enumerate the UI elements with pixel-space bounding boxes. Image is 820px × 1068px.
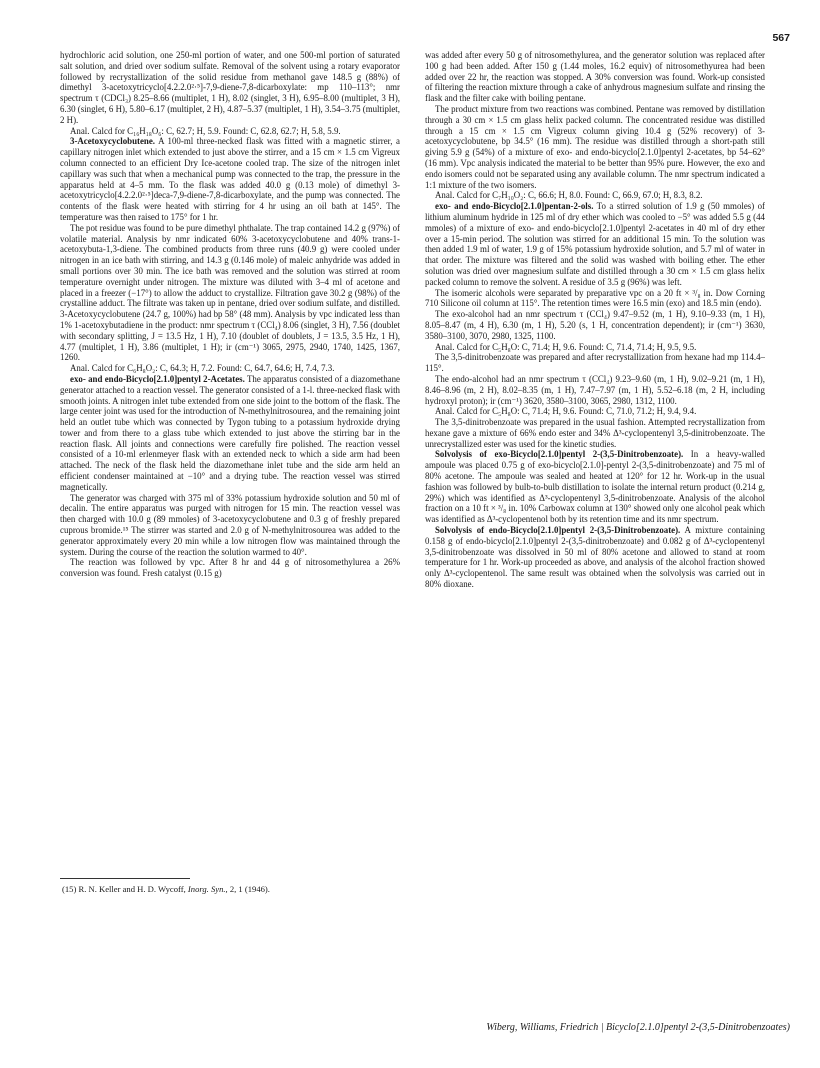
paragraph-text: A mixture containing 0.158 g of endo-bicyclo[2.1.0]pentyl 2-(3,5-dinitrobenzoate) and 0.082 g of Δ³-cyclopentenyl 3,5-dinitrobenzoate was dissolved in 50 ml of 80% acetone and allowed to stand at room temperature for 1 hr. Work-up proceeded as above, and analysis of the alcohol fraction showed only Δ³-cyclopentenol. The same result was obtained when the solvolysis was carried out in 80% dioxane. xyxy=(425,525,765,590)
paragraph-text: The pot residue was found to be pure dimethyl phthalate. The trap contained 14.2 g (97%) of volatile material. Analysis by nmr indicated 60% 3-acetoxycyclobutene and 40% trans-1-acetoxybuta-1,3-diene. The combined products from three runs (40.9 g) were cooled under nitrogen in an ice bath with stirring, and 14.3 g (0.146 mole) of maleic anhydride was added in small portions over 30 min. The ice bath was removed and the solution was stirred at room temperature overnight under nitrogen. The mixture was diluted with 3–4 ml of acetone and placed in a freezer (−17°) to allow the adduct to crystallize. Filtration gave 30.2 g (98%) of the crystalline adduct. The filtrate was taken up in pentane, dried over sodium sulfate, and distilled. 3-Acetoxycyclobutene (24.7 g, 100%) had bp 58° (48 mm). Analysis by vpc indicated less than 1% 1-acetoxybutadiene in the product: nmr spectrum τ (CCl₄) 8.06 (singlet, 3 H), 7.56 (doublet with secondary splitting, J = 13.5 Hz, 1 H), 7.10 (doublet of doublets, J = 13.5, 3.5 Hz, 1 H), 4.77 (multiplet, 1 H), 3.86 (multiplet, 1 H); ir (cm⁻¹) 3065, 2975, 2940, 1740, 1425, 1367, 1260. xyxy=(60,222,400,363)
section-heading: Solvolysis of endo-Bicyclo[2.1.0]pentyl 2-(3,5-Dinitrobenzoate). xyxy=(435,525,681,536)
paragraph-text: To a stirred solution of 1.9 g (50 mmoles) of lithium aluminum hydride in 125 ml of dry ether which was cooled to −5° was added 5.5 g (44 mmoles) of a mixture of exo- and endo-bicyclo[2.1.0]pentyl 2-acetates in 40 ml of dry ether over a 15-min period. The solution was stirred for an additional 15 min. To the solution was then added 1.9 ml of water, 1.9 g of 15% potassium hydroxide solution, and 5.7 ml of water in that order. The mixture was filtered and the solid was washed with boiling ether. The ether solution was dried over magnesium sulfate and distilled through a 30 cm × 1.5 cm glass helix packed column to remove the solvent. A residue of 3.5 g (96%) was left. xyxy=(425,201,765,287)
paragraph-text: The 3,5-dinitrobenzoate was prepared in the usual fashion. Attempted recrystallization from hexane gave a mixture of 66% endo ester and 34% Δ³-cyclopentenyl 3,5-dinitrobenzoate. The unrecrystallized ester was used for the kinetic studies. xyxy=(425,417,765,449)
paragraph-text: The product mixture from two reactions was combined. Pentane was removed by distillation through a 30 cm × 1.5 cm glass helix packed column. The concentrated residue was distilled through a 15 cm × 1.5 cm Vigreux column giving 10.4 g (52% recovery) of 3-acetoxycyclobutene, bp 34.5° (16 mm). The residue was distilled through a short-path still giving 5.9 g (54%) of a mixture of exo- and endo-bicyclo[2.1.0]pentyl 2-acetates, bp 54–62° (16 mm). Vpc analysis indicated the material to be better than 95% pure. However, the exo and endo isomers could not be separated using any available column. The nmr spectrum indicated a 1:1 mixture of the two isomers. xyxy=(425,103,765,190)
paragraph xyxy=(60,493,400,558)
paragraph xyxy=(425,449,765,525)
section-heading: Solvolysis of exo-Bicyclo[2.1.0]pentyl 2-(3,5-Dinitrobenzoate). xyxy=(435,449,684,460)
footnote-divider xyxy=(60,878,190,879)
paragraph-text: A 100-ml three-necked flask was fitted with a magnetic stirrer, a capillary nitrogen inlet which extended to just above the stirrer, and a 15 cm × 1.5 cm Vigreux column connected to an efficient Dry Ice-acetone cooled trap. The size of the nitrogen inlet capillary was such that when a mechanical pump was connected to the trap, the pressure in the apparatus held at 4–5 mm. To the flask was added 40.0 g (0.13 mole) of dimethyl 3-acetoxytricyclo[4.2.2.0²·⁵]deca-7,9-diene-7,8-dicarboxylate, and the pump was connected. The contents of the flask were heated with stirring for 4 hr using an oil bath at 145°. The temperature was then raised to 175° for 1 hr. xyxy=(60,136,400,222)
paragraph-text: The endo-alcohol had an nmr spectrum τ (CCl₄) 9.23–9.60 (m, 1 H), 9.02–9.21 (m, 1 H), 8.46–8.96 (m, 2 H), 8.02–8.35 (m, 1 H), 7.47–7.97 (m, 1 H), 5.52–6.18 (m, 2 H, including hydroxyl proton); ir (cm⁻¹) 3620, 3580–3100, 3065, 2980, 1312, 1100. xyxy=(425,373,765,406)
paragraph xyxy=(425,288,765,310)
paragraph xyxy=(425,352,765,374)
section-heading: exo- and endo-Bicyclo[2.1.0]pentyl 2-Acetates. xyxy=(70,373,245,384)
page-number: 567 xyxy=(772,32,790,44)
right-column xyxy=(425,50,765,590)
paragraph xyxy=(425,417,765,449)
section-heading: exo- and endo-Bicyclo[2.1.0]pentan-2-ols. xyxy=(435,201,594,212)
paragraph xyxy=(60,50,400,126)
paragraph xyxy=(60,223,400,363)
left-column xyxy=(60,50,400,579)
paragraph xyxy=(425,50,765,104)
paragraph-text: Anal. Calcd for C₁₆H₁₈O₆: C, 62.7; H, 5.9. Found: C, 62.8, 62.7; H, 5.8, 5.9. xyxy=(70,125,341,136)
paragraph xyxy=(425,201,765,287)
paragraph xyxy=(425,374,765,406)
paragraph xyxy=(425,342,765,353)
paragraph-text: The exo-alcohol had an nmr spectrum τ (CCl₄) 9.47–9.52 (m, 1 H), 9.10–9.33 (m, 1 H), 8.05–8.47 (m, 4 H), 6.30 (m, 1 H), 5.20 (s, 1 H, concentration dependent); ir (cm⁻¹) 3630, 3580–3100, 3070, 2980, 1325, 1100. xyxy=(425,309,765,341)
paragraph-text: The generator was charged with 375 ml of 33% potassium hydroxide solution and 50 ml of decalin. The entire apparatus was purged with nitrogen for 15 min. The reaction vessel was then charged with 10.0 g (89 mmoles) of 3-acetoxycyclobutene and 0.3 g of freshly prepared cuprous bromide.¹⁵ The stirrer was started and 2.0 g of N-methylnitrosourea was added to the generator approximately every 20 min while a low nitrogen flow was maintained through the system. During the course of the reaction the solution warmed to 40°. xyxy=(60,492,400,557)
paragraph-text: was added after every 50 g of nitrosomethylurea, and the generator solution was replaced after 100 g had been added. After 150 g (1.44 moles, 16.2 equiv) of nitrosomethyurea had been added over 22 hr, the reaction was stopped. A 30% conversion was found. Work-up consisted of filtering the reaction mixture through a cake of anhydrous magnesium sulfate and rinsing the flask and the filter cake with boiling pentane. xyxy=(425,50,765,104)
paragraph-text: The 3,5-dinitrobenzoate was prepared and after recrystallization from hexane had mp 114.4–115°. xyxy=(425,352,765,374)
paragraph-text: Anal. Calcd for C₅H₈O: C, 71.4; H, 9.6. Found: C, 71.4, 71.4; H, 9.5, 9.5. xyxy=(435,341,697,352)
paragraph xyxy=(60,126,400,137)
paragraph xyxy=(425,190,765,201)
paragraph xyxy=(425,406,765,417)
paragraph-text: Anal. Calcd for C₅H₈O: C, 71.4; H, 9.6. Found: C, 71.0, 71.2; H, 9.4, 9.4. xyxy=(435,406,697,417)
paragraph xyxy=(60,557,400,579)
paragraph-text: The apparatus consisted of a diazomethane generator attached to a reaction vessel. The generator consisted of a 1-l. three-necked flask with smooth joints. A nitrogen inlet tube extended from one side joint to the bottom of the flask. The large center joint was used for the introduction of N-methylnitrosourea, and the remaining joint held an outlet tube which was connected by Tygon tubing to a potassium hydroxide drying tower and from there to a glass tube which extended to just above the stirring bar in the reaction flask. All joints and connections were carefully fire polished. The reaction vessel consisted of a 10-ml erlenmeyer flask with an extended neck to which a side arm had been attached. The neck of the flask held the diazomethane inlet tube and the side arm held an efficient condenser maintained at −10° and a drying tube. The reaction vessel was stirred magnetically. xyxy=(60,373,400,492)
paragraph xyxy=(425,104,765,190)
footnote-15 xyxy=(62,884,392,895)
section-heading: 3-Acetoxycyclobutene. xyxy=(70,136,156,147)
paragraph-text: hydrochloric acid solution, one 250-ml portion of water, and one 500-ml portion of saturated salt solution, and dried over sodium sulfate. Removal of the solvent using a rotary evaporator followed by recrystallization of the solid residue from methanol gave 148.5 g (88%) of dimethyl 3-acetoxytricyclo[4.2.2.0²·⁵]-7,9-diene-7,8-dicarboxylate: mp 110–113°; nmr spectrum τ (CDCl₃) 8.25–8.66 (multiplet, 1 H), 8.02 (singlet, 3 H), 6.95–8.00 (multiplet, 3 H), 6.30 (singlet, 6 H), 5.80–6.17 (multiplet, 2 H), 4.87–5.37 (multiplet, 1 H), 3.54–3.75 (multiplet, 2 H). xyxy=(60,50,400,125)
footnote-journal: Inorg. Syn., xyxy=(187,884,228,894)
paragraph xyxy=(60,136,400,222)
footnote-prefix: (15) R. N. Keller and H. D. Wycoff, xyxy=(62,884,188,894)
paragraph xyxy=(425,309,765,341)
paragraph xyxy=(60,363,400,374)
footnote-suffix: 2, 1 (1946). xyxy=(227,884,270,894)
paragraph-text: The isomeric alcohols were separated by preparative vpc on a 20 ft × ³/₈ in. Dow Corning 710 Silicone oil column at 115°. The retention times were 16.5 min (exo) and 18.5 min (endo). xyxy=(425,287,765,309)
paragraph-text: The reaction was followed by vpc. After 8 hr and 44 g of nitrosomethylurea a 26% conversion was found. Fresh catalyst (0.15 g) xyxy=(60,557,400,579)
paragraph-text: In a heavy-walled ampoule was placed 0.75 g of exo-bicyclo[2.1.0]-pentyl 2-(3,5-dinitrobenzoate) and 75 ml of 80% acetone. The ampoule was sealed and heated at 120° for 12 hr. Work-up in the usual fashion was followed by bulb-to-bulb distillation to isolate the internal return product (0.214 g, 29%) which was identified as Δ³-cyclopentenyl 3,5-dinitrobenzoate. Analysis of the alcohol fraction on a 10 ft × ³/₈ in. 10% Carbowax column at 130° showed only one alcohol peak which was identified as Δ³-cyclopentenol both by its retention time and its nmr spectrum. xyxy=(425,449,765,525)
paragraph xyxy=(60,374,400,493)
paragraph xyxy=(425,525,765,590)
paragraph-text: Anal. Calcd for C₇H₁₀O₂: C, 66.6; H, 8.0. Found: C, 66.9, 67.0; H, 8.3, 8.2. xyxy=(435,190,703,201)
running-footer: Wiberg, Williams, Friedrich | Bicyclo[2.1.0]pentyl 2-(3,5-Dinitrobenzoates) xyxy=(486,1022,790,1033)
paragraph-text: Anal. Calcd for C₆H₈O₂: C, 64.3; H, 7.2. Found: C, 64.7, 64.6; H, 7.4, 7.3. xyxy=(70,363,335,374)
